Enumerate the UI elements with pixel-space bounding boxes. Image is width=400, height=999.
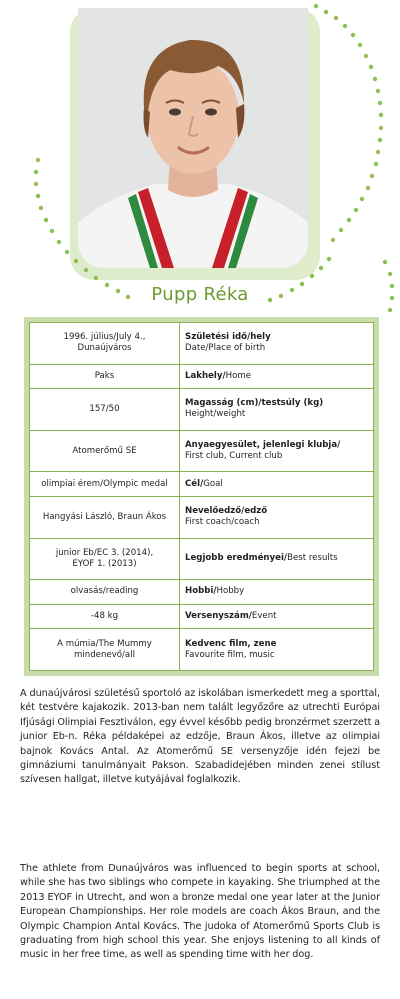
info-label (180, 323, 374, 365)
table-row (30, 389, 374, 431)
info-value-line: mindenevő/all (74, 649, 135, 660)
info-label-en: Goal (203, 478, 223, 489)
info-label-en: First coach/coach (185, 517, 260, 528)
info-label-en: Home (225, 370, 252, 381)
info-label (180, 472, 374, 497)
info-value-line: -48 kg (90, 611, 119, 621)
info-label (180, 364, 374, 389)
info-label-hu: Nevelőedző/edző (185, 506, 268, 517)
info-value-line: 157/50 (89, 403, 120, 414)
info-label-hu: Kedvenc film, zene (185, 638, 277, 649)
info-label-en: Favourite film, music (185, 649, 275, 660)
info-label (180, 538, 374, 580)
athlete-name: Pupp Réka (151, 284, 249, 305)
info-label (180, 496, 374, 538)
bio-english: The athlete from Dunaújváros was influenced to begin sports at school, while she has two siblings who compete in kayaking. She triumphed at the 2013 EYOF in Utrecht, and won a bronze medal one year later at the Junior European Championships. Her role models are coach Ákos Braun, and the Olympic Champion Antal Kovács. The judoka of Atomerőmű Sports Club is graduating from high school this year. She enjoys listening to all kinds of music in her free time, as well as spending time with her dog. (20, 863, 380, 961)
info-label-en: Best results (287, 553, 338, 564)
info-value-line: 1996. július/July 4., (63, 332, 146, 343)
info-table (29, 322, 374, 671)
info-value-line: Hangyási László, Braun Ákos (42, 511, 167, 522)
info-value (30, 580, 180, 605)
info-label-hu: Születési idő/hely (185, 332, 271, 343)
info-value-line: Atomerőmű SE (72, 445, 137, 456)
info-value (30, 364, 180, 389)
table-row (30, 472, 374, 497)
info-value (30, 604, 180, 629)
info-label-en: Hobby (216, 586, 245, 597)
info-value-line: Paks (94, 370, 115, 381)
info-value (30, 538, 180, 580)
table-row (30, 496, 374, 538)
info-table-frame (24, 317, 379, 676)
info-value-line: junior Eb/EC 3. (2014), (55, 547, 154, 558)
table-row (30, 604, 374, 629)
info-label-hu: Legjobb eredményei/ (185, 553, 288, 564)
info-label (180, 580, 374, 605)
info-label-en: Date/Place of birth (185, 343, 266, 354)
table-row (30, 629, 374, 671)
info-value (30, 472, 180, 497)
info-label-hu: Hobbi/ (185, 586, 217, 597)
info-label (180, 629, 374, 671)
info-value (30, 629, 180, 671)
info-label (180, 604, 374, 629)
info-value (30, 430, 180, 472)
table-row (30, 430, 374, 472)
info-label-hu: Magasság (cm)/testsúly (kg) (185, 398, 324, 409)
info-value-line: Dunaújváros (77, 343, 132, 354)
info-label-en: First club, Current club (185, 451, 283, 462)
table-row (30, 538, 374, 580)
table-row (30, 580, 374, 605)
info-label-hu: Lakhely/ (185, 370, 226, 381)
info-label-hu: Anyaegyesület, jelenlegi klubja/ (185, 440, 341, 451)
info-label (180, 389, 374, 431)
info-value-line: olimpiai érem/Olympic medal (41, 478, 168, 489)
info-value (30, 323, 180, 365)
table-row (30, 364, 374, 389)
info-label-en: Height/weight (185, 409, 246, 420)
info-value-line: A múmia/The Mummy (57, 638, 152, 649)
info-value (30, 389, 180, 431)
info-value-line: EYOF 1. (2013) (72, 558, 137, 569)
info-label (180, 430, 374, 472)
info-value (30, 496, 180, 538)
bio-hungarian: A dunaújvárosi születésű sportoló az iskolában ismerkedett meg a sporttal, két testvére kajakozik. 2013-ban nem talált legyőzőre az utrechti Európai Ifjúsági Olimpiai Fesztiválon, egy évvel később pedig bronzérmet szerzett a junior Eb-n. Réka példaképei az edzője, Braun Ákos, illetve az olimpiai bajnok Kovács Antal. Az Atomerőmű SE versenyzője idén fejezi be gimnáziumi tanulmányait Pakson. Szabadidejében minden zenei stílust szívesen hallgat, illetve kutyájával foglalkozik. (20, 688, 380, 786)
info-label-en: Event (251, 611, 277, 621)
info-value-line: olvasás/reading (70, 586, 139, 597)
athlete-portrait-icon (78, 8, 308, 268)
table-row (30, 323, 374, 365)
info-label-hu: Versenyszám/ (185, 611, 252, 621)
info-label-hu: Cél/ (185, 478, 204, 489)
